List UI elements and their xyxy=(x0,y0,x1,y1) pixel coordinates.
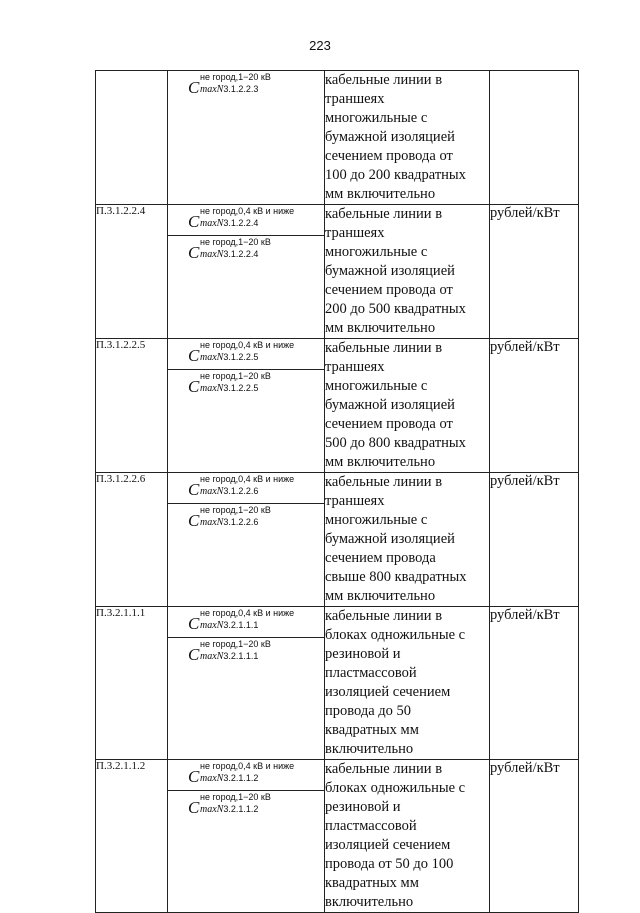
description-line: кабельные линии в xyxy=(325,608,443,624)
formula-symbol: C xyxy=(188,346,200,365)
description-cell xyxy=(325,607,490,760)
formula-subscript-variable: maxN xyxy=(200,352,224,363)
table-row xyxy=(96,473,579,607)
formula-subscript-variable: maxN xyxy=(200,486,224,497)
formula-cell xyxy=(168,473,325,607)
description-line: сечением провода от xyxy=(325,148,453,164)
formula-subscript-variable: maxN xyxy=(200,620,224,631)
description-line: провода от 50 до 100 xyxy=(325,856,454,872)
formula-subscript-code: 3.1.2.2.5 xyxy=(223,352,259,362)
description-line: пластмассовой xyxy=(325,818,417,834)
formula-subscript xyxy=(200,352,258,363)
formula-superscript: не город,1−20 кВ xyxy=(200,639,271,649)
description-line: квадратных мм xyxy=(325,875,419,891)
formula-superscript: не город,0,4 кВ и ниже xyxy=(200,608,295,618)
formula-subscript xyxy=(200,218,258,229)
formula-subscript-variable: maxN xyxy=(200,249,224,260)
formula-cell xyxy=(168,760,325,913)
table-row xyxy=(96,760,579,913)
formula-subscript xyxy=(200,486,258,497)
formula-subscript-code: 3.1.2.2.3 xyxy=(223,84,259,94)
description-line: блоках одножильные с xyxy=(325,780,466,796)
description-line: блоках одножильные с xyxy=(325,627,466,643)
formula-symbol: C xyxy=(188,212,200,231)
rate-formula xyxy=(168,369,324,399)
table-row xyxy=(96,205,579,339)
description-cell xyxy=(325,473,490,607)
rate-formula xyxy=(168,760,324,790)
rate-formula xyxy=(168,205,324,235)
description-line: кабельные линии в xyxy=(325,340,443,356)
description-line: мм включительно xyxy=(325,320,436,336)
row-code: П.3.2.1.1.1 xyxy=(96,607,168,760)
description-line: многожильные с xyxy=(325,110,428,126)
unit-cell: рублей/кВт xyxy=(490,607,579,760)
unit-cell: рублей/кВт xyxy=(490,760,579,913)
rate-formula xyxy=(168,503,324,533)
formula-subscript-code: 3.1.2.2.6 xyxy=(223,486,259,496)
unit-cell: рублей/кВт xyxy=(490,473,579,607)
formula-superscript: не город,1−20 кВ xyxy=(200,371,271,381)
formula-subscript-code: 3.1.2.2.5 xyxy=(223,383,259,393)
description-line: сечением провода от xyxy=(325,416,453,432)
description-line: кабельные линии в xyxy=(325,474,443,490)
formula-superscript: не город,1−20 кВ xyxy=(200,792,271,802)
description-line: 100 до 200 квадратных xyxy=(325,167,466,183)
formula-subscript-code: 3.2.1.1.2 xyxy=(223,804,259,814)
description-line: изоляцией сечением xyxy=(325,684,451,700)
description-line: кабельные линии в xyxy=(325,761,443,777)
description-line: многожильные с xyxy=(325,512,428,528)
description-line: бумажной изоляцией xyxy=(325,531,455,547)
description-line: сечением провода от xyxy=(325,282,453,298)
formula-subscript-code: 3.2.1.1.2 xyxy=(223,773,259,783)
rate-formula xyxy=(168,71,324,101)
description-line: 200 до 500 квадратных xyxy=(325,301,466,317)
description-line: мм включительно xyxy=(325,454,436,470)
description-line: резиновой и xyxy=(325,646,401,662)
formula-symbol: C xyxy=(188,645,200,664)
formula-subscript xyxy=(200,773,258,784)
formula-superscript: не город,0,4 кВ и ниже xyxy=(200,761,295,771)
row-code: П.3.1.2.2.4 xyxy=(96,205,168,339)
formula-subscript-code: 3.1.2.2.6 xyxy=(223,517,259,527)
formula-subscript xyxy=(200,517,258,528)
formula-superscript: не город,1−20 кВ xyxy=(200,505,271,515)
description-line: бумажной изоляцией xyxy=(325,129,455,145)
description-line: свыше 800 квадратных xyxy=(325,569,467,585)
description-line: бумажной изоляцией xyxy=(325,263,455,279)
formula-subscript-code: 3.2.1.1.1 xyxy=(223,620,259,630)
formula-subscript-code: 3.1.2.2.4 xyxy=(223,218,259,228)
description-line: траншеях xyxy=(325,359,385,375)
description-line: траншеях xyxy=(325,493,385,509)
description-line: кабельные линии в xyxy=(325,72,443,88)
description-line: сечением провода xyxy=(325,550,436,566)
formula-subscript-variable: maxN xyxy=(200,218,224,229)
rate-formula xyxy=(168,339,324,369)
formula-symbol: C xyxy=(188,243,200,262)
row-code xyxy=(96,71,168,205)
description-cell xyxy=(325,339,490,473)
description-line: пластмассовой xyxy=(325,665,417,681)
description-line: 500 до 800 квадратных xyxy=(325,435,466,451)
row-code: П.3.2.1.1.2 xyxy=(96,760,168,913)
formula-subscript xyxy=(200,651,258,662)
formula-cell xyxy=(168,71,325,205)
description-line: бумажной изоляцией xyxy=(325,397,455,413)
rate-formula xyxy=(168,235,324,265)
rate-formula xyxy=(168,473,324,503)
formula-subscript-variable: maxN xyxy=(200,773,224,784)
formula-symbol: C xyxy=(188,78,200,97)
description-line: многожильные с xyxy=(325,378,428,394)
description-line: изоляцией сечением xyxy=(325,837,451,853)
table-row xyxy=(96,339,579,473)
formula-subscript-variable: maxN xyxy=(200,84,224,95)
formula-symbol: C xyxy=(188,614,200,633)
formula-symbol: C xyxy=(188,511,200,530)
formula-symbol: C xyxy=(188,480,200,499)
rate-formula xyxy=(168,607,324,637)
description-line: многожильные с xyxy=(325,244,428,260)
formula-cell xyxy=(168,205,325,339)
description-line: траншеях xyxy=(325,91,385,107)
formula-superscript: не город,0,4 кВ и ниже xyxy=(200,340,295,350)
description-cell xyxy=(325,205,490,339)
formula-superscript: не город,1−20 кВ xyxy=(200,237,271,247)
formula-cell xyxy=(168,339,325,473)
formula-symbol: C xyxy=(188,377,200,396)
rate-formula xyxy=(168,637,324,667)
description-line: включительно xyxy=(325,741,414,757)
description-line: резиновой и xyxy=(325,799,401,815)
unit-cell xyxy=(490,71,579,205)
description-line: провода до 50 xyxy=(325,703,412,719)
formula-symbol: C xyxy=(188,767,200,786)
formula-subscript xyxy=(200,804,258,815)
page-number: 223 xyxy=(309,38,331,53)
formula-superscript: не город,0,4 кВ и ниже xyxy=(200,206,295,216)
description-line: траншеях xyxy=(325,225,385,241)
formula-subscript xyxy=(200,84,258,95)
formula-subscript-code: 3.2.1.1.1 xyxy=(223,651,259,661)
formula-superscript: не город,1−20 кВ xyxy=(200,72,271,82)
description-line: квадратных мм xyxy=(325,722,419,738)
table-row xyxy=(96,607,579,760)
description-line: кабельные линии в xyxy=(325,206,443,222)
formula-subscript-variable: maxN xyxy=(200,651,224,662)
description-line: включительно xyxy=(325,894,414,910)
formula-superscript: не город,0,4 кВ и ниже xyxy=(200,474,295,484)
formula-subscript-variable: maxN xyxy=(200,804,224,815)
tariff-table xyxy=(95,70,579,913)
formula-subscript xyxy=(200,383,258,394)
description-cell xyxy=(325,760,490,913)
formula-subscript xyxy=(200,620,258,631)
unit-cell: рублей/кВт xyxy=(490,339,579,473)
rate-formula xyxy=(168,790,324,820)
formula-cell xyxy=(168,607,325,760)
table-row xyxy=(96,71,579,205)
description-line: мм включительно xyxy=(325,186,436,202)
formula-symbol: C xyxy=(188,798,200,817)
description-cell xyxy=(325,71,490,205)
row-code: П.3.1.2.2.5 xyxy=(96,339,168,473)
formula-subscript-variable: maxN xyxy=(200,517,224,528)
row-code: П.3.1.2.2.6 xyxy=(96,473,168,607)
description-line: мм включительно xyxy=(325,588,436,604)
unit-cell: рублей/кВт xyxy=(490,205,579,339)
formula-subscript-variable: maxN xyxy=(200,383,224,394)
formula-subscript xyxy=(200,249,258,260)
formula-subscript-code: 3.1.2.2.4 xyxy=(223,249,259,259)
